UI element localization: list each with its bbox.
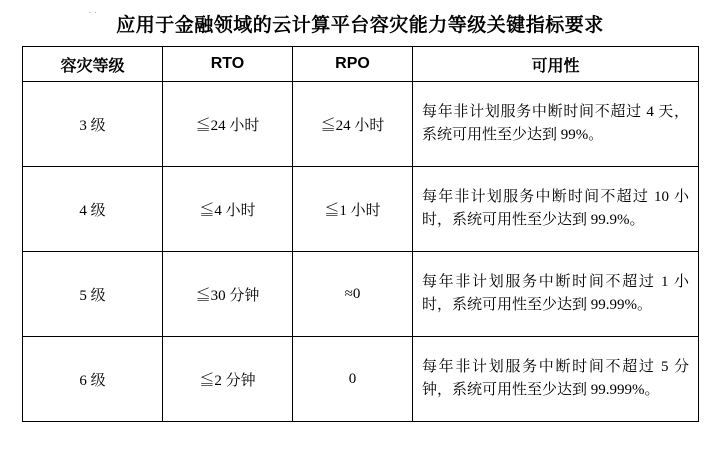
cell-rpo: ≦1 小时 <box>293 167 413 252</box>
cell-level: 5 级 <box>23 252 163 337</box>
disaster-recovery-table <box>22 46 699 422</box>
cell-rto: ≦30 分钟 <box>163 252 293 337</box>
table-container <box>0 46 720 422</box>
corner-mark: ·· <box>88 7 100 19</box>
column-header-rto: RTO <box>163 47 293 82</box>
table-row <box>23 82 699 167</box>
table-header <box>23 47 699 82</box>
availability-text: 每年非计划服务中断时间不超过 5 分钟，系统可用性至少达到 99.999%。 <box>422 358 689 398</box>
page-title: 应用于金融领域的云计算平台容灾能力等级关键指标要求 <box>116 15 604 36</box>
table-row <box>23 252 699 337</box>
table-body <box>23 82 699 422</box>
cell-level: 6 级 <box>23 337 163 422</box>
table-header-row <box>23 47 699 82</box>
availability-text: 每年非计划服务中断时间不超过 10 小时，系统可用性至少达到 99.9%。 <box>422 188 689 228</box>
cell-level: 3 级 <box>23 82 163 167</box>
cell-rpo: ≦24 小时 <box>293 82 413 167</box>
availability-text: 每年非计划服务中断时间不超过 4 天，系统可用性至少达到 99%。 <box>422 103 689 143</box>
column-header-rpo: RPO <box>293 47 413 82</box>
cell-rpo: ≈0 <box>293 252 413 337</box>
column-header-availability: 可用性 <box>413 47 699 82</box>
availability-text: 每年非计划服务中断时间不超过 1 小时，系统可用性至少达到 99.99%。 <box>422 273 689 313</box>
cell-rto: ≦2 分钟 <box>163 337 293 422</box>
table-row <box>23 337 699 422</box>
table-row <box>23 167 699 252</box>
cell-rpo: 0 <box>293 337 413 422</box>
cell-availability <box>413 167 699 252</box>
cell-availability <box>413 337 699 422</box>
cell-rto: ≦4 小时 <box>163 167 293 252</box>
cell-availability <box>413 82 699 167</box>
cell-rto: ≦24 小时 <box>163 82 293 167</box>
column-header-level: 容灾等级 <box>23 47 163 82</box>
cell-availability <box>413 252 699 337</box>
cell-level: 4 级 <box>23 167 163 252</box>
